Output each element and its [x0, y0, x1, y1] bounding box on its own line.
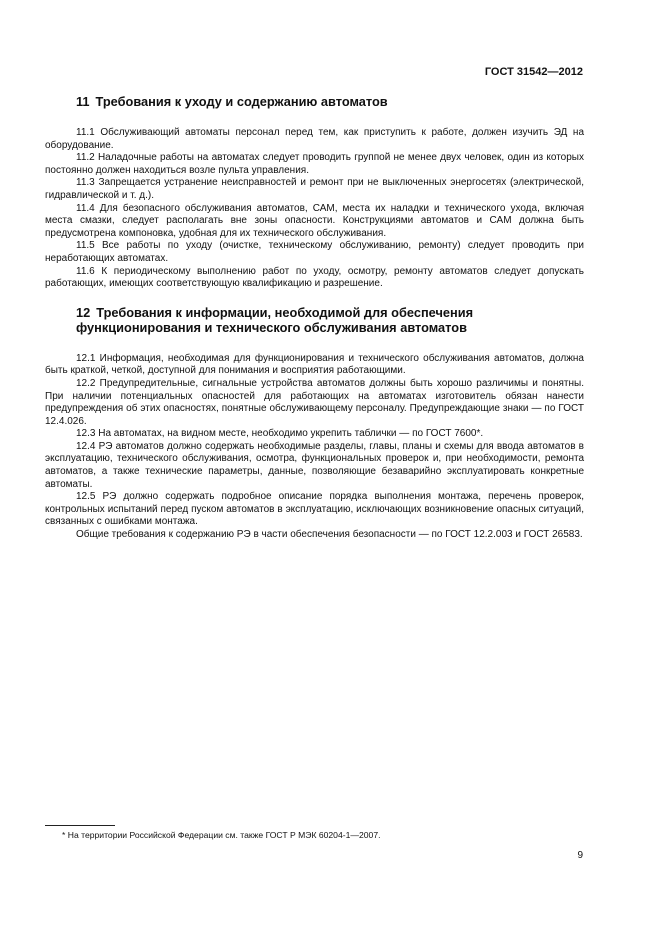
section-12-body	[45, 353, 584, 542]
paragraph-12-5: 12.5 РЭ должно содержать подробное описание порядка выполнения монтажа, перечень проверок, контрольных испытаний перед пуском автоматов в эксплуатацию, исключающих возникновение опасных ситуаций, связанных с ошибками монтажа.	[45, 491, 584, 528]
footnote-divider	[45, 825, 115, 826]
page-number: 9	[577, 850, 583, 861]
paragraph-12-4: 12.4 РЭ автоматов должно содержать необходимые разделы, главы, планы и схемы для ввода автоматов в эксплуатацию, технического обслуживания, осмотра, функциональных проверок и, при необходимости, ремонта автоматов, а также технические параметры, данные, позволяющие безаварийно эксплуатировать конкретные автоматы.	[45, 440, 584, 490]
section-12-heading	[45, 305, 584, 335]
section-11-heading	[45, 94, 584, 109]
paragraph-11-4: 11.4 Для безопасного обслуживания автоматов, САМ, места их наладки и технического ухода, включая места смазки, следует располагать вне зоны опасности. Конструкциями автоматов и САМ должна быть предусмотрена компоновка, удобная для их технического обслуживания.	[45, 202, 584, 239]
section-12-title-line-1: Требования к информации, необходимой для обеспечения	[96, 304, 474, 320]
section-12-title-line-2: функционирования и технического обслуживания автоматов	[76, 319, 467, 335]
footnote: * На территории Российской Федерации см. также ГОСТ Р МЭК 60204-1—2007.	[62, 830, 381, 840]
page-header-doc-id: ГОСТ 31542—2012	[484, 66, 583, 78]
paragraph-11-5: 11.5 Все работы по уходу (очистке, техническому обслуживанию, ремонту) следует проводить при неработающих автоматах.	[45, 240, 584, 264]
page-content	[45, 94, 584, 542]
section-11-number: 11	[76, 94, 90, 109]
paragraph-12-1: 12.1 Информация, необходимая для функционирования и технического обслуживания автоматов, должна быть краткой, четкой, доступной для понимания и восприятия работающими.	[45, 352, 584, 377]
paragraph-11-2: 11.2 Наладочные работы на автоматах следует проводить группой не менее двух человек, один из которых постоянно должен находиться возле пульта управления.	[45, 152, 584, 176]
paragraph-12-2: 12.2 Предупредительные, сигнальные устройства автоматов должны быть хорошо различимы и понятны. При наличии потенциальных опасностей для работающих на автоматах изготовитель обязан нанести предупреждения об этих опасностях, понятные обслуживающему персоналу. Предупреждающие знаки — по ГОСТ 12.4.026.	[45, 377, 584, 427]
paragraph-12-3: 12.3 На автоматах, на видном месте, необходимо укрепить таблички — по ГОСТ 7600*.	[76, 428, 484, 440]
paragraph-11-6: 11.6 К периодическому выполнению работ по уходу, осмотру, ремонту автоматов следует допускать работающих, имеющих соответствующую квалификацию и разрешение.	[45, 265, 584, 290]
section-11	[45, 94, 584, 291]
section-12-number: 12	[76, 304, 91, 320]
section-11-title: Требования к уходу и содержанию автоматов	[95, 94, 388, 109]
section-11-body	[45, 127, 584, 291]
paragraph-11-3: 11.3 Запрещается устранение неисправностей и ремонт при не выключенных энергосетях (электрической, гидравлической и т. д.).	[45, 177, 584, 201]
paragraph-11-1: 11.1 Обслуживающий автоматы персонал перед тем, как приступить к работе, должен изучить ЭД на оборудование.	[45, 127, 584, 151]
section-12	[45, 305, 584, 542]
paragraph-12-general: Общие требования к содержанию РЭ в части обеспечения безопасности — по ГОСТ 12.2.003 и ГОСТ 26583.	[76, 529, 583, 541]
